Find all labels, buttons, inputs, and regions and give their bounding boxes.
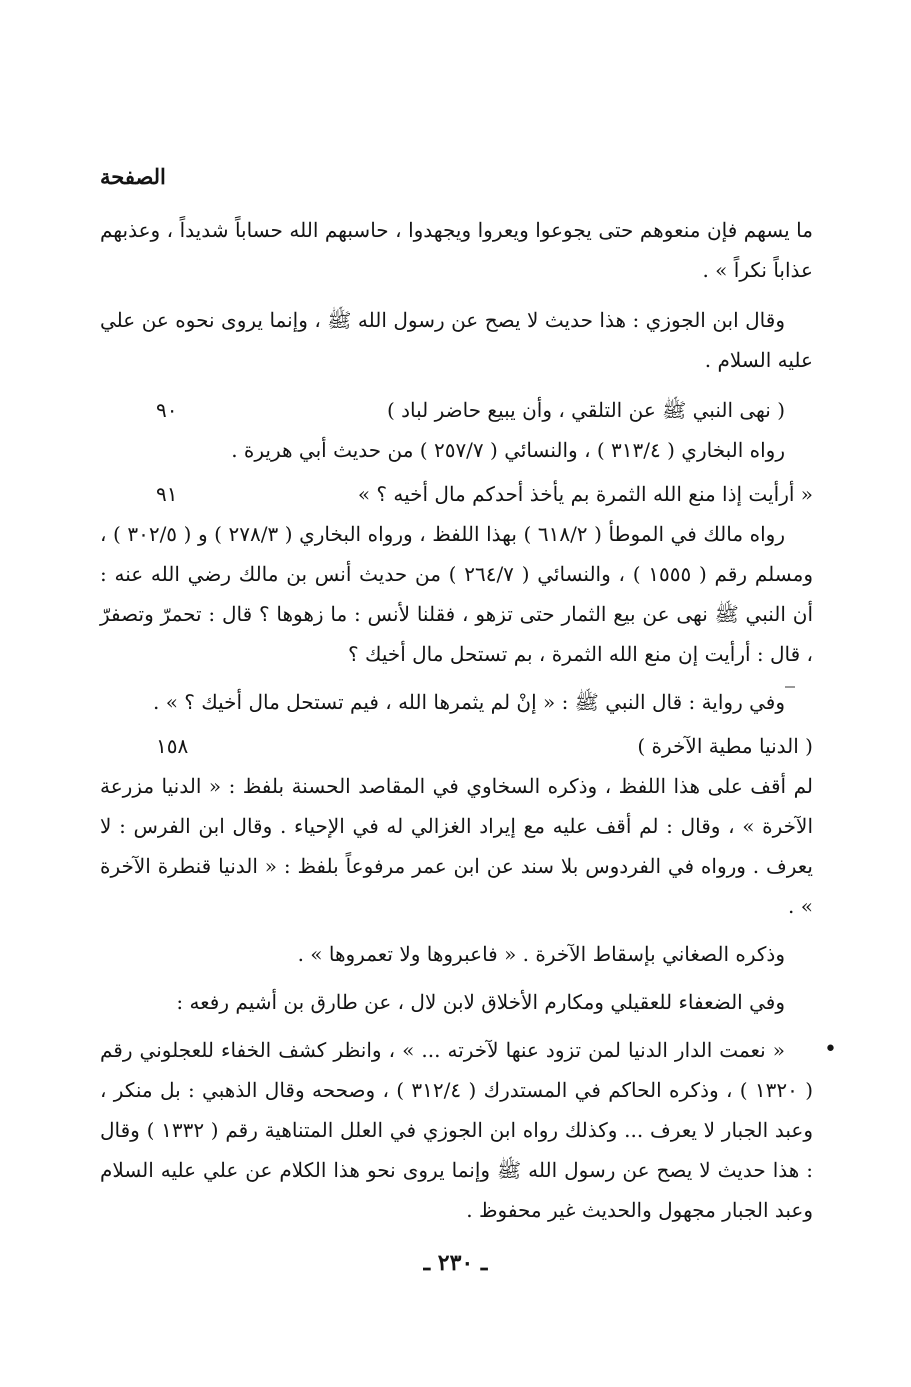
page-number: ـ ٢٣٠ ـ xyxy=(423,1250,488,1276)
entry-158 xyxy=(100,726,813,926)
bullet-icon: • xyxy=(824,1037,837,1062)
bulleted-paragraph xyxy=(100,1030,837,1230)
paragraph-ibn-jawzi: وقال ابن الجوزي : هذا حديث لا يصح عن رسول الله ﷺ ، وإنما يروى نحوه عن علي عليه السلام . xyxy=(100,308,813,372)
entry-90 xyxy=(100,390,813,470)
page-header-label: الصفحة xyxy=(100,164,166,189)
entry-90-note: رواه البخاري ( ٣١٣/٤ ) ، والنسائي ( ٢٥٧/٧ ) من حديث أبي هريرة . xyxy=(231,438,785,462)
entry-91-riwaya: وفي رواية : قال النبي ﷺ : « إنْ لم يثمرها الله ، فيم تستحل مال أخيك ؟ » . xyxy=(153,690,785,714)
stray-mark xyxy=(785,686,795,688)
entry-90-number: ٩٠ xyxy=(156,398,178,422)
paragraph-continuation: ما يسهم فإن منعوهم حتى يجوعوا ويعروا ويجهدوا ، حاسبهم الله حساباً شديداً ، وعذبهم عذاباً نكراً » . xyxy=(100,218,813,282)
entry-91-note: رواه مالك في الموطأ ( ٦١٨/٢ ) بهذا اللفظ ، ورواه البخاري ( ٢٧٨/٣ ) و ( ٣٠٢/٥ ) ، ومسلم رقم ( ١٥٥٥ ) ، والنسائي ( ٢٦٤/٧ ) من حديث أنس بن مالك رضي الله عنه : أن النبي ﷺ نهى عن بيع الثمار حتى تزهو ، فقلنا لأنس : ما زهوها ؟ قال : تحمرّ وتصفرّ ، قال : أرأيت إن منع الله الثمرة ، بم تستحل مال أخيك ؟ xyxy=(100,522,813,666)
entry-91-number: ٩١ xyxy=(156,482,178,506)
paragraph-duafa: وفي الضعفاء للعقيلي ومكارم الأخلاق لابن لال ، عن طارق بن أشيم رفعه : xyxy=(176,990,785,1014)
entry-158-title: ( الدنيا مطية الآخرة ) xyxy=(637,734,813,758)
paragraph-saghani: وذكره الصغاني بإسقاط الآخرة . « فاعبروها ولا تعمروها » . xyxy=(297,942,785,966)
entry-158-number: ١٥٨ xyxy=(156,734,189,758)
entry-90-title: ( نهى النبي ﷺ عن التلقي ، وأن يبيع حاضر لباد ) xyxy=(386,398,785,422)
entry-158-note: لم أقف على هذا اللفظ ، وذكره السخاوي في المقاصد الحسنة بلفظ : « الدنيا مزرعة الآخرة » ، وقال : لم أقف عليه مع إيراد الغزالي له في الإحياء . وقال ابن الفرس : لا يعرف . ورواه في الفردوس بلا سند عن ابن عمر مرفوعاً بلفظ : « الدنيا قنطرة الآخرة » . xyxy=(100,774,813,918)
entry-91 xyxy=(100,474,813,722)
page-content xyxy=(100,210,837,1230)
paragraph-nimat-al-dar: « نعمت الدار الدنيا لمن تزود عنها لآخرته ... » ، وانظر كشف الخفاء للعجلوني رقم ( ١٣٢٠ ) ، وذكره الحاكم في المستدرك ( ٣١٢/٤ ) ، وصححه وقال الذهبي : بل منكر ، وعبد الجبار لا يعرف ... وكذلك رواه ابن الجوزي في العلل المتناهية رقم ( ١٣٣٢ ) وقال : هذا حديث لا يصح عن رسول الله ﷺ وإنما يروى نحو هذا الكلام عن علي عليه السلام وعبد الجبار مجهول والحديث غير محفوظ . xyxy=(100,1038,813,1222)
entry-91-title: « أرأيت إذا منع الله الثمرة بم يأخذ أحدكم مال أخيه ؟ » xyxy=(357,482,813,506)
